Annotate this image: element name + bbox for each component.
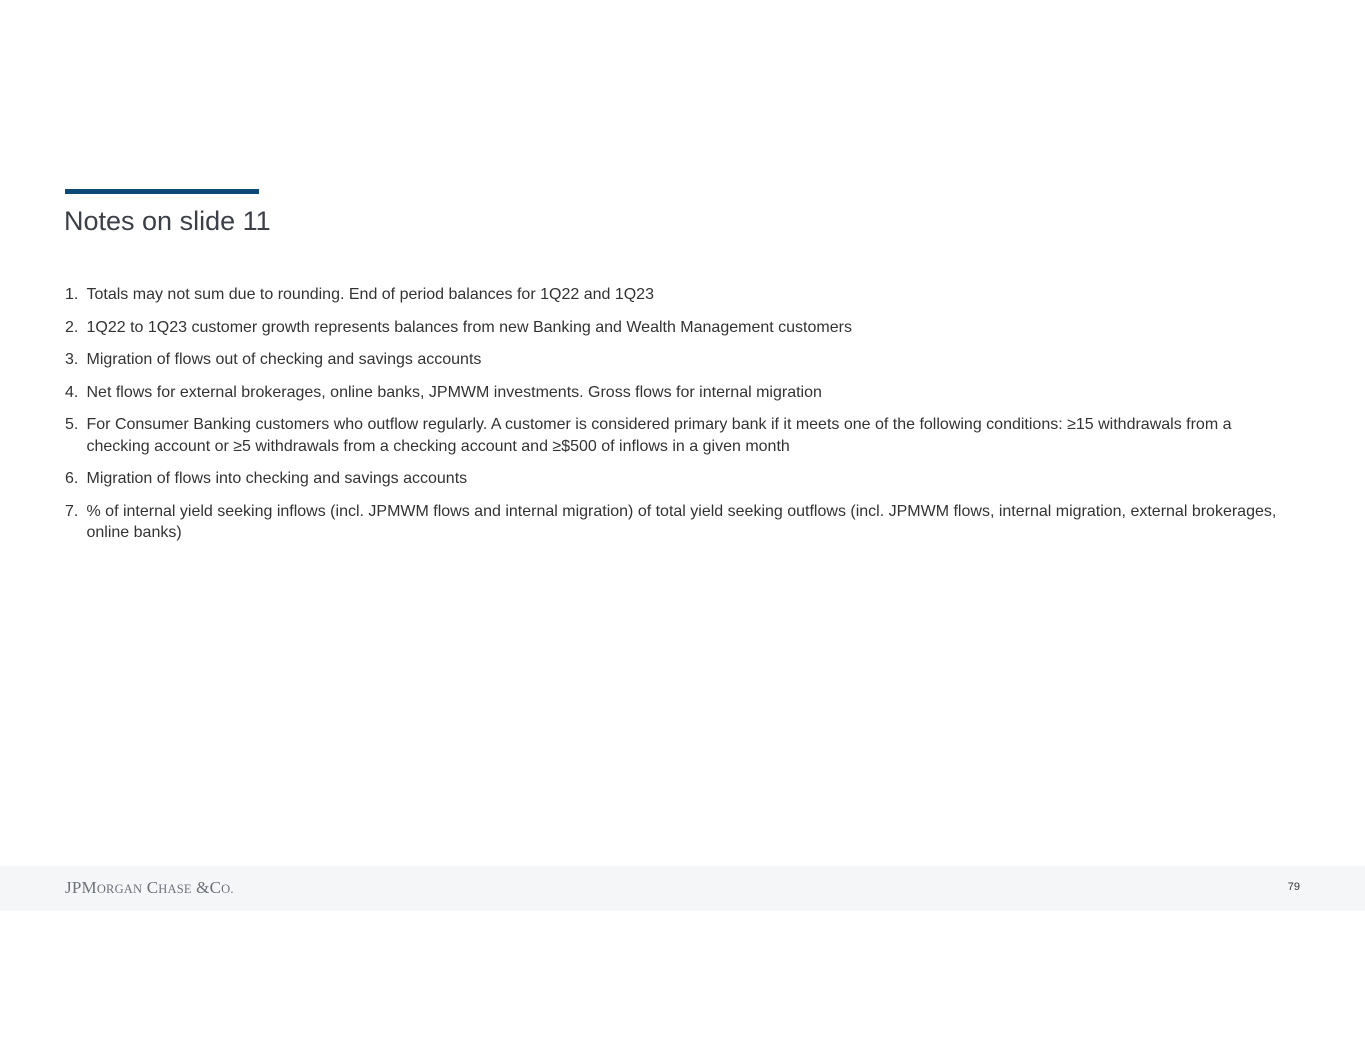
note-item xyxy=(65,382,1285,404)
company-logo: JPMORGAN CHASE &CO. xyxy=(65,878,234,897)
page-title: Notes on slide 11 xyxy=(64,206,271,236)
note-number: 1. xyxy=(65,286,79,303)
note-item xyxy=(65,317,1285,339)
title-accent-rule xyxy=(65,189,259,194)
note-text: 1Q22 to 1Q23 customer growth represents balances from new Banking and Wealth Management customers xyxy=(86,318,852,336)
note-number: 2. xyxy=(65,318,79,336)
note-item xyxy=(65,468,1285,490)
note-item xyxy=(65,349,1285,371)
note-item xyxy=(65,284,1285,306)
note-number: 3. xyxy=(65,351,79,368)
note-text: Migration of flows out of checking and savings accounts xyxy=(86,351,482,368)
note-number: 4. xyxy=(65,383,79,401)
note-number: 5. xyxy=(65,416,79,433)
note-text: % of internal yield seeking inflows (incl. JPMWM flows and internal migration) of total yield seeking outflows (incl. JPMWM flows, internal migration, external brokerages, online banks) xyxy=(86,502,1277,541)
note-text: Net flows for external brokerages, online banks, JPMWM investments. Gross flows for internal migration xyxy=(86,383,822,401)
note-text: Migration of flows into checking and savings accounts xyxy=(86,470,468,487)
note-number: 6. xyxy=(65,470,79,487)
note-item xyxy=(65,501,1285,544)
note-item xyxy=(65,414,1285,457)
note-number: 7. xyxy=(65,502,79,520)
footer-bar xyxy=(0,866,1365,911)
page-number: 79 xyxy=(1287,881,1300,893)
note-text: For Consumer Banking customers who outflow regularly. A customer is considered primary bank if it meets one of the following conditions: ≥15 withdrawals from a checking account or ≥5 withdrawals from a checking account and ≥$500 of inflows in a given month xyxy=(86,416,1232,455)
notes-list xyxy=(65,284,1285,555)
note-text: Totals may not sum due to rounding. End of period balances for 1Q22 and 1Q23 xyxy=(86,286,654,303)
